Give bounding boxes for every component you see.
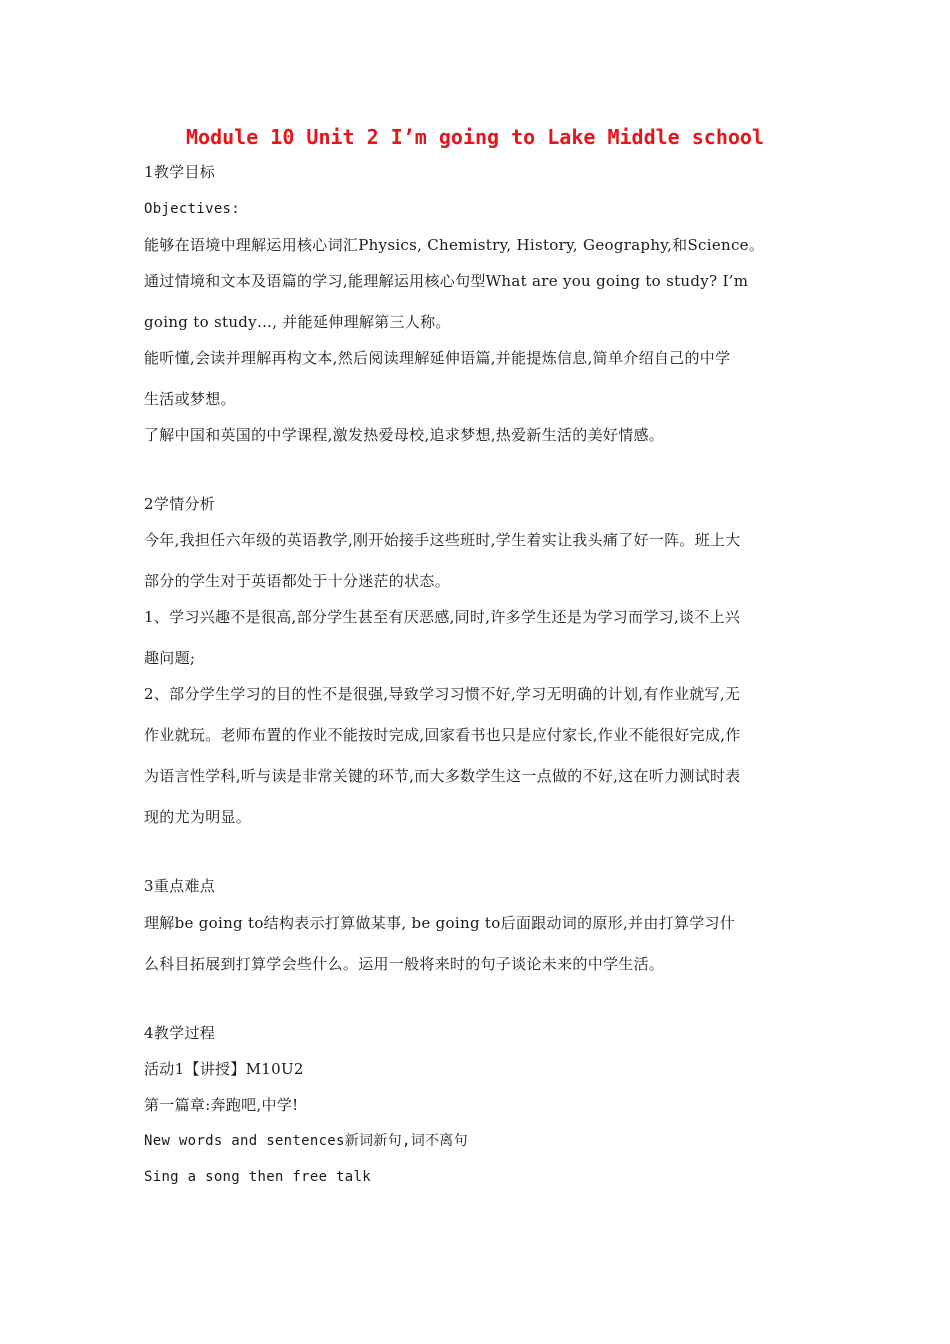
- objectives-paragraph-2-line-1: 通过情境和文本及语篇的学习,能理解运用核心句型What are you going to study? I’m: [144, 272, 749, 290]
- keypoints-paragraph-line-1: 理解be going to结构表示打算做某事, be going to后面跟动词的原形,并由打算学习什: [144, 914, 736, 932]
- analysis-paragraph-1-line-1: 今年,我担任六年级的英语教学,刚开始接手这些班时,学生着实让我头痛了好一阵。班上大: [144, 531, 741, 549]
- keypoints-paragraph-line-2: 么科目拓展到打算学会些什么。运用一般将来时的句子谈论未来的中学生活。: [144, 955, 665, 973]
- process-new-words: New words and sentences新词新句,词不离句: [144, 1133, 468, 1149]
- objectives-paragraph-4: 了解中国和英国的中学课程,激发热爱母校,追求梦想,热爱新生活的美好情感。: [144, 426, 665, 444]
- analysis-paragraph-2-line-2: 趣问题;: [144, 649, 196, 667]
- analysis-paragraph-3-line-4: 现的尤为明显。: [144, 808, 252, 826]
- section-heading-analysis: 2学情分析: [144, 495, 216, 513]
- analysis-paragraph-3-line-1: 2、部分学生学习的目的性不是很强,导致学习习惯不好,学习无明确的计划,有作业就写,无: [144, 685, 741, 703]
- analysis-paragraph-3-line-3: 为语言性学科,听与读是非常关键的环节,而大多数学生这一点做的不好,这在听力测试时表: [144, 767, 741, 785]
- process-chapter-1: 第一篇章:奔跑吧,中学!: [144, 1096, 299, 1114]
- analysis-paragraph-1-line-2: 部分的学生对于英语都处于十分迷茫的状态。: [144, 572, 451, 590]
- objectives-paragraph-3-line-1: 能听懂,会读并理解再构文本,然后阅读理解延伸语篇,并能提炼信息,简单介绍自己的中学: [144, 349, 731, 367]
- section-heading-keypoints: 3重点难点: [144, 877, 216, 895]
- process-sing-song: Sing a song then free talk: [144, 1169, 371, 1185]
- section-heading-process: 4教学过程: [144, 1024, 216, 1042]
- objectives-paragraph-3-line-2: 生活或梦想。: [144, 390, 236, 408]
- analysis-paragraph-2-line-1: 1、学习兴趣不是很高,部分学生甚至有厌恶感,同时,许多学生还是为学习而学习,谈不上兴: [144, 608, 741, 626]
- process-activity-1: 活动1【讲授】M10U2: [144, 1060, 304, 1078]
- section-heading-objectives: 1教学目标: [144, 163, 216, 181]
- analysis-paragraph-3-line-2: 作业就玩。老师布置的作业不能按时完成,回家看书也只是应付家长,作业不能很好完成,作: [144, 726, 741, 744]
- document-title: Module 10 Unit 2 I’m going to Lake Middle school: [186, 125, 764, 149]
- objectives-paragraph-1: 能够在语境中理解运用核心词汇Physics, Chemistry, History, Geography,和Science。: [144, 236, 765, 254]
- objectives-paragraph-2-line-2: going to study…, 并能延伸理解第三人称。: [144, 313, 451, 331]
- objectives-label: Objectives:: [144, 201, 241, 217]
